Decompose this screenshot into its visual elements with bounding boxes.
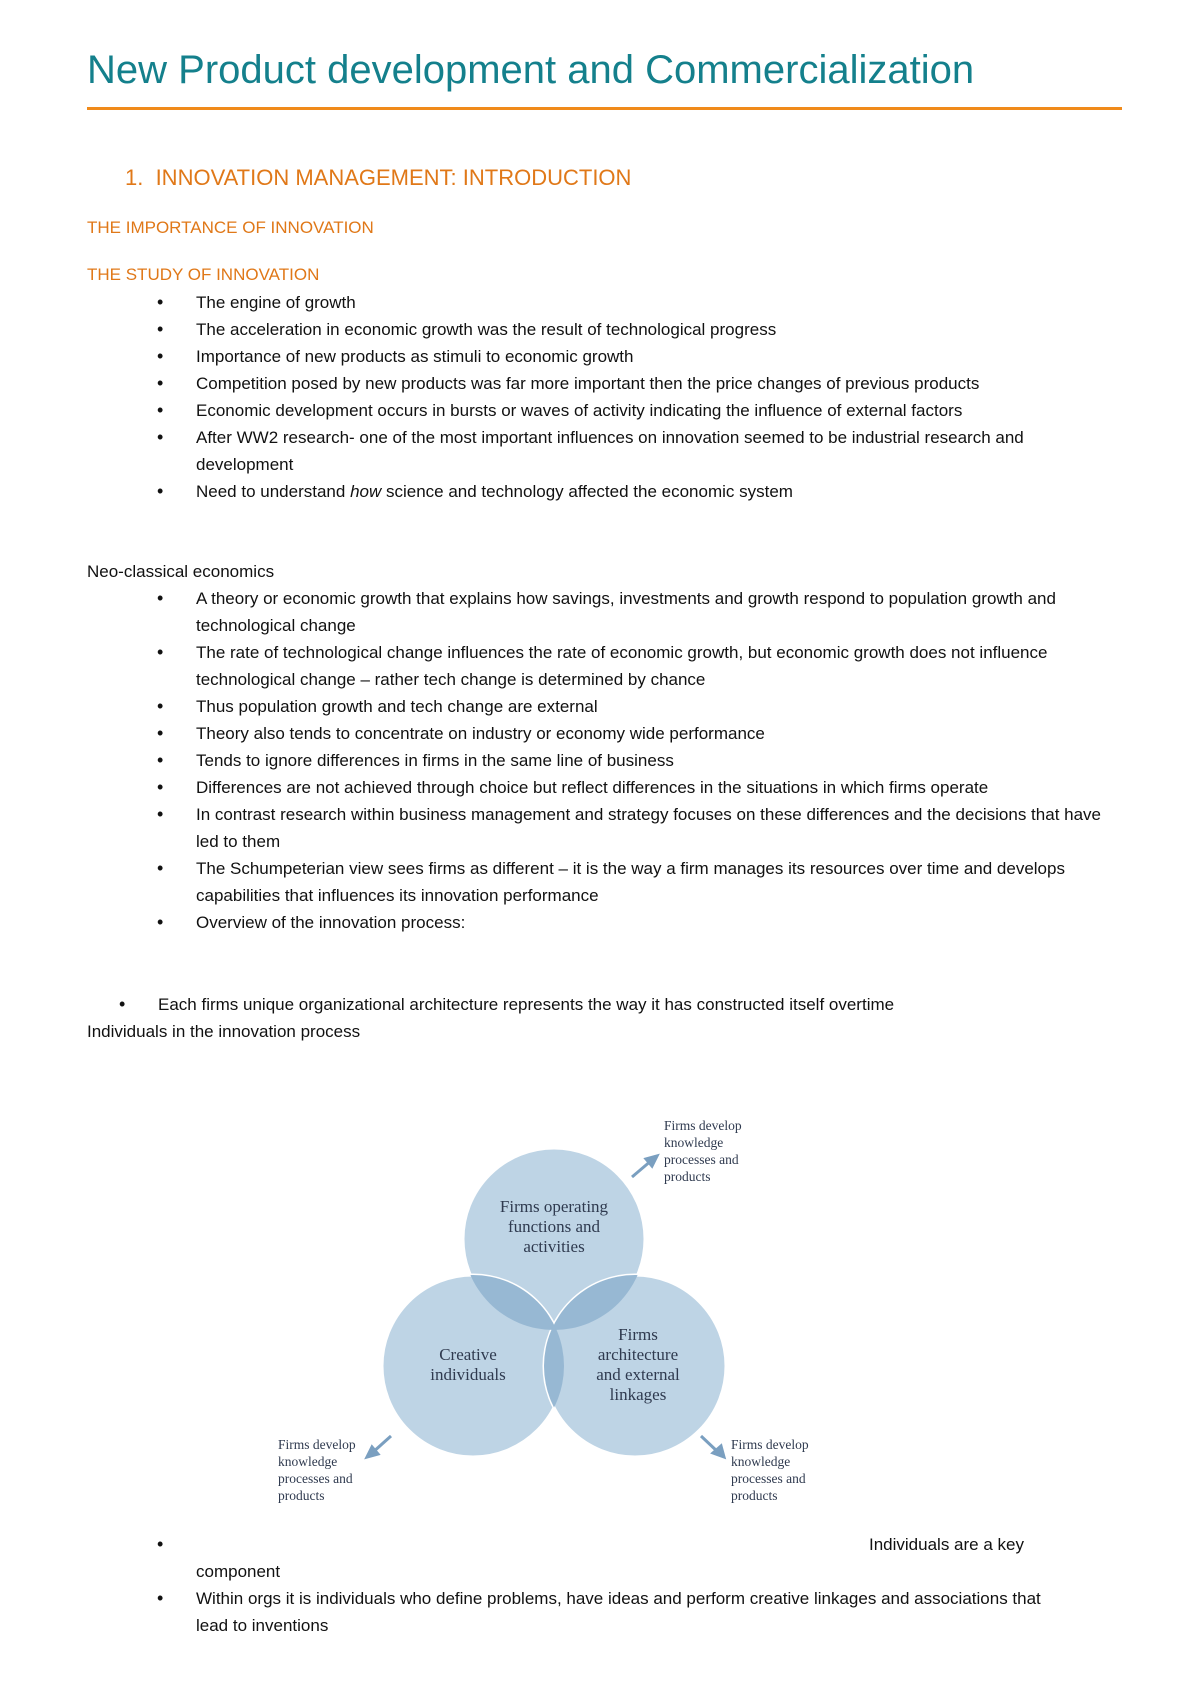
- list-item: • Theory also tends to concentrate on industry or economy wide performance: [196, 720, 1116, 747]
- list-item: • The rate of technological change influences the rate of economic growth, but economic growth does not influence technological change – rather tech change is determined by chance: [196, 639, 1116, 693]
- circle-top-line: functions and: [507, 1217, 601, 1236]
- venn-svg: [260, 1110, 860, 1530]
- circle-top-line: activities: [523, 1237, 585, 1256]
- note-right-line: knowledge: [731, 1454, 791, 1469]
- note-left-line: processes and: [278, 1471, 353, 1486]
- list-item: • The Schumpeterian view sees firms as different – it is the way a firm manages its resources over time and develops capabilities that influences its innovation performance: [196, 855, 1116, 909]
- circle-right-line: Firms: [618, 1325, 658, 1344]
- subheading-importance: THE IMPORTANCE OF INNOVATION: [87, 218, 374, 237]
- innovation-venn-diagram: [260, 1110, 860, 1530]
- list-item: • Importance of new products as stimuli to economic growth: [196, 343, 1116, 370]
- subheading-study: THE STUDY OF INNOVATION: [87, 265, 320, 284]
- neoclassical-label: Neo-classical economics: [87, 562, 275, 581]
- circle-left-line: Creative: [439, 1345, 497, 1364]
- list-item: • In contrast research within business management and strategy focuses on these differences and the decisions that have led to them: [196, 801, 1116, 855]
- title-underline: [87, 107, 1122, 110]
- note-top-line: processes and: [664, 1152, 739, 1167]
- circle-right-line: and external: [596, 1365, 680, 1384]
- list-item: • Differences are not achieved through choice but reflect differences in the situations in which firms operate: [196, 774, 1116, 801]
- circle-right-line: linkages: [609, 1385, 667, 1404]
- circle-left-line: individuals: [430, 1365, 506, 1384]
- note-right-line: products: [731, 1488, 778, 1503]
- neoclassical-list: [196, 585, 1116, 936]
- text-part: science and technology affected the economic system: [381, 482, 793, 501]
- architecture-list: [158, 991, 1118, 1018]
- list-item: • Overview of the innovation process:: [196, 909, 1116, 936]
- list-item: [196, 1531, 1076, 1585]
- list-item: • Economic development occurs in bursts or waves of activity indicating the influence of external factors: [196, 397, 1116, 424]
- study-list: [196, 289, 1116, 505]
- circle-right-line: architecture: [597, 1345, 679, 1364]
- note-right-line: Firms develop: [731, 1437, 809, 1452]
- note-right-line: processes and: [731, 1471, 806, 1486]
- list-item: • After WW2 research- one of the most important influences on innovation seemed to be industrial research and development: [196, 424, 1116, 478]
- note-top-line: Firms develop: [664, 1118, 742, 1133]
- list-item: • Competition posed by new products was far more important then the price changes of previous products: [196, 370, 1116, 397]
- section-heading: 1. INNOVATION MANAGEMENT: INTRODUCTION: [125, 165, 632, 190]
- list-item: • Each firms unique organizational architecture represents the way it has constructed itself overtime: [158, 991, 1118, 1018]
- note-top-line: knowledge: [664, 1135, 724, 1150]
- note-left-line: Firms develop: [278, 1437, 356, 1452]
- page-title: New Product development and Commercialization: [87, 48, 975, 92]
- list-item: • The acceleration in economic growth was the result of technological progress: [196, 316, 1116, 343]
- individuals-label: Individuals in the innovation process: [87, 1022, 361, 1041]
- list-item: • Tends to ignore differences in firms in the same line of business: [196, 747, 1116, 774]
- note-left-line: products: [278, 1488, 325, 1503]
- list-item: • Within orgs it is individuals who define problems, have ideas and perform creative linkages and associations that lead to inventions: [196, 1585, 1076, 1639]
- list-item: • A theory or economic growth that explains how savings, investments and growth respond to population growth and technological change: [196, 585, 1116, 639]
- note-top-line: products: [664, 1169, 711, 1184]
- individuals-list: [196, 1531, 1076, 1639]
- note-left-line: knowledge: [278, 1454, 338, 1469]
- emphasis-text: how: [350, 482, 382, 501]
- circle-top-line: Firms operating: [499, 1197, 609, 1216]
- list-item: [196, 478, 1116, 505]
- list-item: • The engine of growth: [196, 289, 1116, 316]
- text-part: Need to understand: [196, 482, 351, 501]
- list-item: • Thus population growth and tech change are external: [196, 693, 1116, 720]
- individuals-item-1: • Individuals are a key component: [196, 1535, 1024, 1581]
